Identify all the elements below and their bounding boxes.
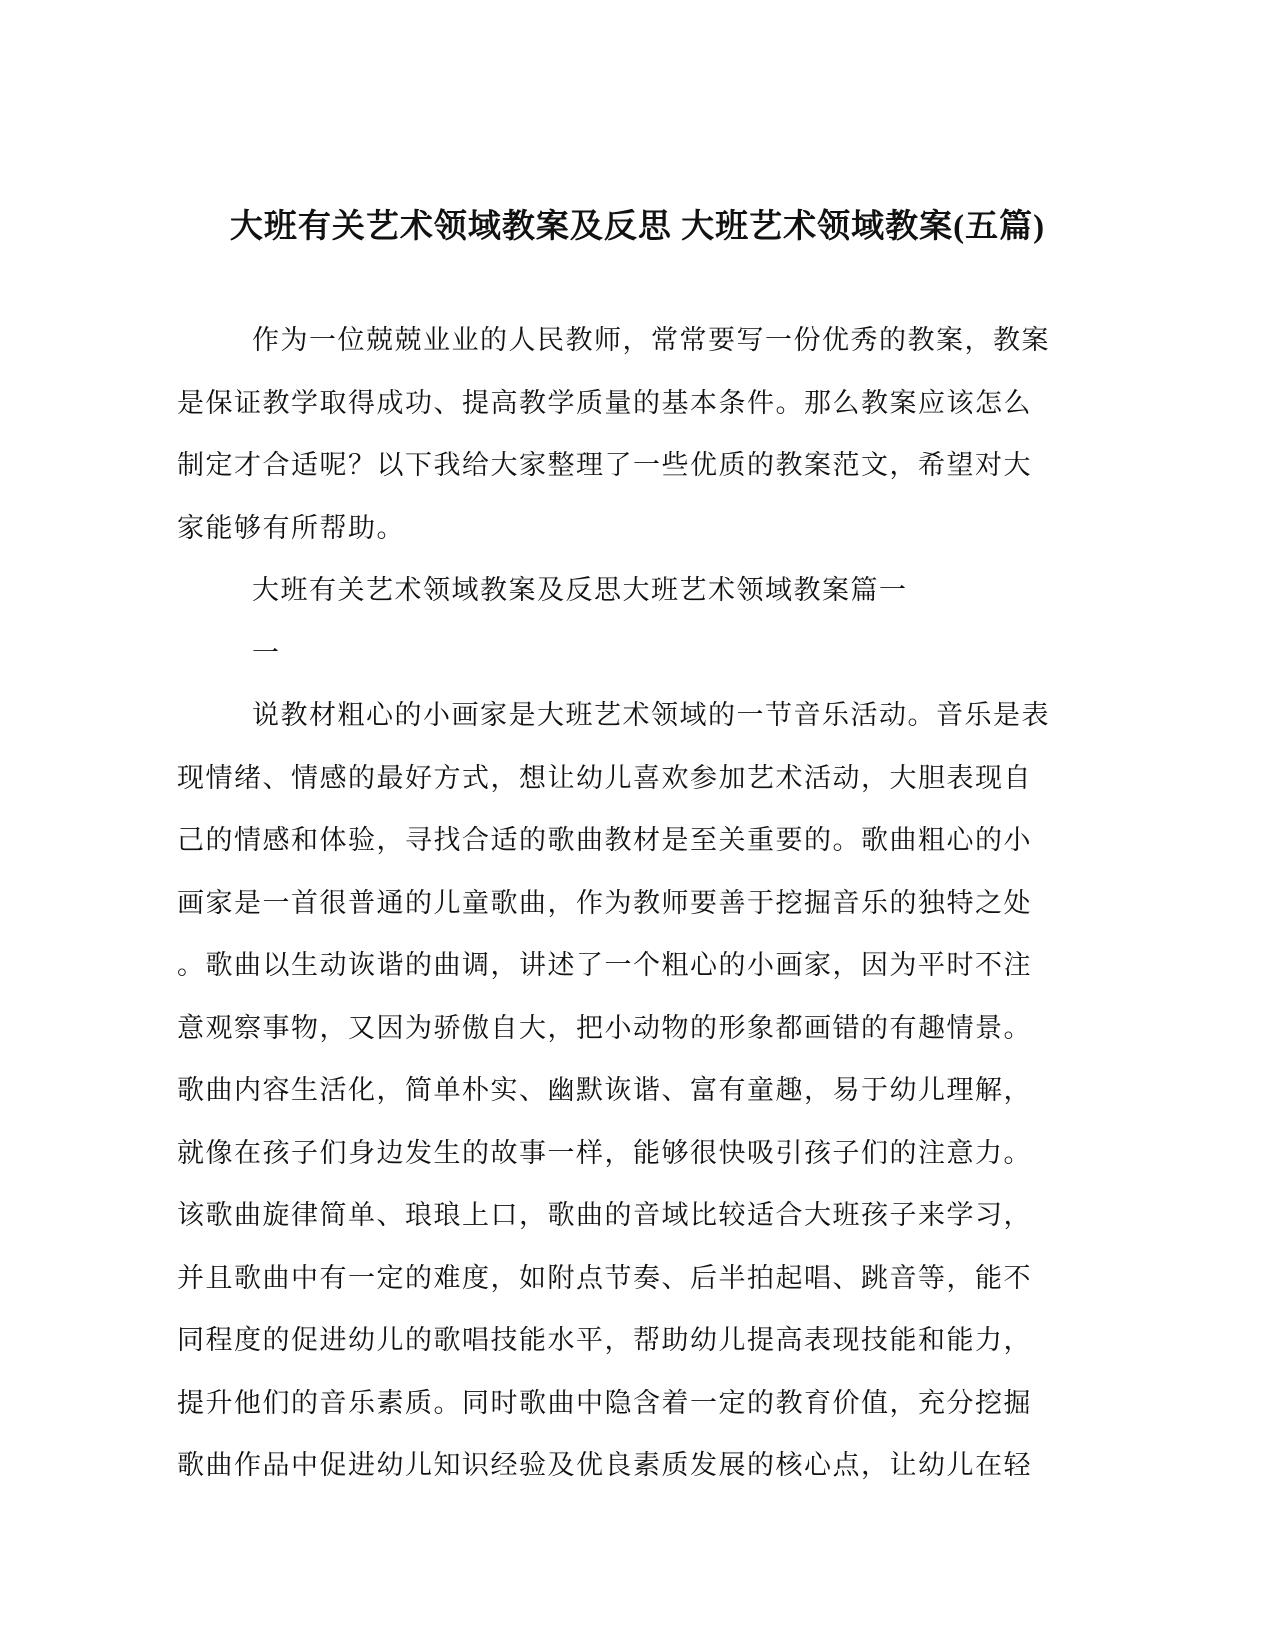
text-line: 该歌曲旋律简单、琅琅上口，歌曲的音域比较适合大班孩子来学习，	[177, 1200, 1032, 1230]
text-line: 家能够有所帮助。	[177, 512, 405, 543]
text-line: 己的情感和体验，寻找合适的歌曲教材是至关重要的。歌曲粗心的小	[177, 825, 1032, 855]
document-body	[0, 309, 1275, 1497]
text-line: 说教材粗心的小画家是大班艺术领域的一节音乐活动。音乐是表	[252, 700, 1050, 730]
text-line: 现情绪、情感的最好方式，想让幼儿喜欢参加艺术活动，大胆表现自	[177, 762, 1032, 793]
text-line: 同程度的促进幼儿的歌唱技能水平，帮助幼儿提高表现技能和能力，	[177, 1325, 1032, 1355]
text-line: 大班有关艺术领域教案及反思大班艺术领域教案篇一	[252, 575, 908, 605]
text-line: 是保证教学取得成功、提高教学质量的基本条件。那么教案应该怎么	[177, 387, 1032, 418]
text-line: 制定才合适呢？以下我给大家整理了一些优质的教案范文，希望对大	[177, 450, 1032, 480]
text-line: 意观察事物，又因为骄傲自大，把小动物的形象都画错的有趣情景。	[177, 1012, 1032, 1043]
text-line: 就像在孩子们身边发生的故事一样，能够很快吸引孩子们的注意力。	[177, 1137, 1032, 1168]
text-line: 歌曲作品中促进幼儿知识经验及优良素质发展的核心点，让幼儿在轻	[177, 1450, 1032, 1480]
text-line: 提升他们的音乐素质。同时歌曲中隐含着一定的教育价值，充分挖掘	[177, 1387, 1032, 1418]
text-line: 歌曲内容生活化，简单朴实、幽默诙谐、富有童趣，易于幼儿理解，	[177, 1075, 1032, 1105]
document-title: 大班有关艺术领域教案及反思 大班艺术领域教案(五篇)	[229, 209, 1046, 245]
text-line: 一	[252, 637, 281, 668]
text-line: 作为一位兢兢业业的人民教师，常常要写一份优秀的教案，教案	[252, 325, 1050, 355]
text-line: 。歌曲以生动诙谐的曲调，讲述了一个粗心的小画家，因为平时不注	[177, 950, 1032, 980]
text-line: 并且歌曲中有一定的难度，如附点节奏、后半拍起唱、跳音等，能不	[177, 1262, 1032, 1293]
text-line: 画家是一首很普通的儿童歌曲，作为教师要善于挖掘音乐的独特之处	[177, 887, 1032, 918]
